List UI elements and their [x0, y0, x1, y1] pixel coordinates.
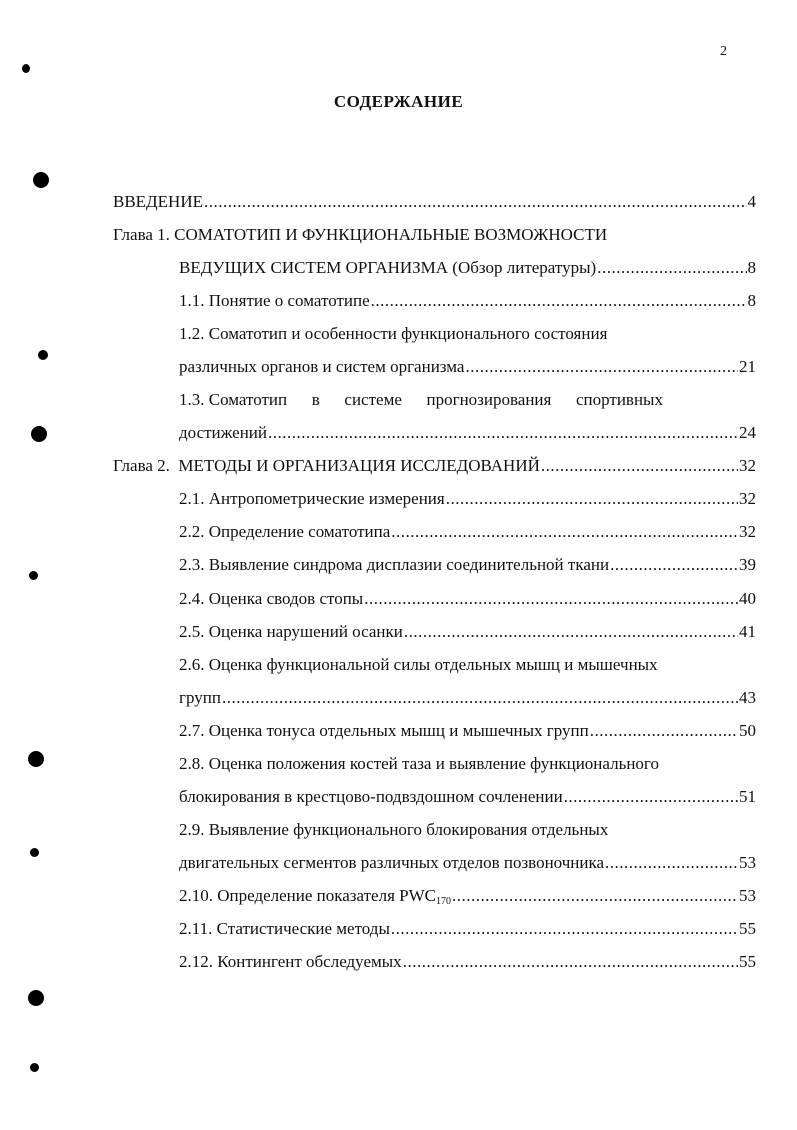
- toc-entry-2-7[interactable]: [179, 720, 756, 742]
- toc-page: 4: [747, 192, 756, 211]
- binder-hole: [30, 1063, 39, 1072]
- toc-leader: [204, 191, 747, 213]
- binder-hole: [30, 848, 39, 857]
- toc-label: 2.3. Выявление синдрома дисплазии соединительной ткани: [179, 555, 610, 574]
- toc-label: 2.4. Оценка сводов стопы: [179, 589, 364, 608]
- toc-page: 40: [739, 589, 756, 608]
- toc-entry-2-12[interactable]: [179, 951, 756, 973]
- toc-entry-2-11[interactable]: [179, 918, 756, 940]
- toc-page: 8: [747, 291, 756, 310]
- toc-page: 55: [739, 952, 756, 971]
- toc-leader: [605, 852, 738, 874]
- binder-hole: [22, 64, 30, 73]
- toc-page: 21: [739, 357, 756, 376]
- toc-leader: [446, 488, 738, 510]
- toc-page: 8: [747, 258, 756, 277]
- toc-label: ВЕДУЩИХ СИСТЕМ ОРГАНИЗМА (Обзор литературы): [179, 258, 597, 277]
- toc-leader: [391, 521, 738, 543]
- binder-hole: [28, 751, 44, 767]
- toc-page: 50: [739, 721, 756, 740]
- toc-leader: [364, 588, 738, 610]
- toc-entry-2-3[interactable]: [179, 554, 756, 576]
- toc-entry-chapter-1-line1[interactable]: Глава 1. СОМАТОТИП И ФУНКЦИОНАЛЬНЫЕ ВОЗМОЖНОСТИ: [113, 225, 608, 244]
- toc-entry-2-10[interactable]: [179, 885, 756, 907]
- toc-page: 53: [739, 853, 756, 872]
- toc-label: 2.11. Статистические методы: [179, 919, 390, 938]
- toc-entry-chapter-1[interactable]: [179, 257, 756, 279]
- toc-label: 2.2. Определение соматотипа: [179, 522, 391, 541]
- toc-entry-2-8-line1[interactable]: 2.8. Оценка положения костей таза и выявление функционального: [179, 754, 659, 773]
- binder-hole: [31, 426, 47, 442]
- toc-label: Глава 2. МЕТОДЫ И ОРГАНИЗАЦИЯ ИССЛЕДОВАНИЙ: [113, 456, 540, 475]
- toc-page: 32: [739, 456, 756, 475]
- toc-leader: [465, 356, 738, 378]
- toc-label: двигательных сегментов различных отделов позвоночника: [179, 853, 605, 872]
- toc-entry-2-2[interactable]: [179, 521, 756, 543]
- binder-hole: [28, 990, 44, 1006]
- toc-entry-2-9-line1[interactable]: 2.9. Выявление функционального блокирования отдельных: [179, 820, 609, 839]
- toc-leader: [222, 687, 738, 709]
- toc-leader: [597, 257, 746, 279]
- toc-page: 32: [739, 489, 756, 508]
- toc-page: 39: [739, 555, 756, 574]
- toc-page: 24: [739, 423, 756, 442]
- toc-entry-chapter-2[interactable]: [113, 455, 756, 477]
- toc-leader: [403, 951, 738, 973]
- toc-page: 43: [739, 688, 756, 707]
- page-number: 2: [720, 44, 727, 59]
- toc-entry-1-1[interactable]: [179, 290, 756, 312]
- toc-entry-2-4[interactable]: [179, 588, 756, 610]
- toc-entry-1-3[interactable]: [179, 422, 756, 444]
- page-title: СОДЕРЖАНИЕ: [333, 92, 464, 111]
- toc-entry-1-3-line1[interactable]: 1.3. Соматотип в системе прогнозирования спортивных: [179, 390, 663, 409]
- toc-leader: [590, 720, 738, 742]
- toc-page: 53: [739, 886, 756, 905]
- toc-entry-2-8[interactable]: [179, 786, 756, 808]
- toc-entry-1-2[interactable]: [179, 356, 756, 378]
- toc-leader: [564, 786, 738, 808]
- toc-leader: [452, 885, 738, 907]
- toc-page: 55: [739, 919, 756, 938]
- toc-label: 2.12. Контингент обследуемых: [179, 952, 402, 971]
- toc-entry-intro[interactable]: [113, 191, 756, 213]
- toc-label: групп: [179, 688, 221, 707]
- toc-page: 51: [739, 787, 756, 806]
- toc-entry-2-5[interactable]: [179, 621, 756, 643]
- toc-leader: [371, 290, 747, 312]
- toc-leader: [541, 455, 738, 477]
- toc-leader: [391, 918, 738, 940]
- toc-page: 32: [739, 522, 756, 541]
- toc-page: 41: [739, 622, 756, 641]
- toc-entry-2-6-line1[interactable]: 2.6. Оценка функциональной силы отдельных мышц и мышечных: [179, 655, 658, 674]
- toc-leader: [404, 621, 738, 643]
- toc-entry-2-1[interactable]: [179, 488, 756, 510]
- toc-entry-1-2-line1[interactable]: 1.2. Соматотип и особенности функционального состояния: [179, 324, 608, 343]
- subscript: 170: [436, 896, 451, 907]
- binder-hole: [29, 571, 38, 580]
- toc-label: 2.5. Оценка нарушений осанки: [179, 622, 403, 641]
- toc-label: блокирования в крестцово-подвздошном сочленении: [179, 787, 563, 806]
- toc-label: 2.10. Определение показателя $PWC_{170}$: [179, 886, 451, 907]
- toc-label: 2.1. Антропометрические измерения: [179, 489, 445, 508]
- toc-leader: [268, 422, 738, 444]
- binder-hole: [38, 350, 48, 360]
- toc-label: 1.1. Понятие о соматотипе: [179, 291, 370, 310]
- toc-entry-2-9[interactable]: [179, 852, 756, 874]
- toc-entry-2-6[interactable]: [179, 687, 756, 709]
- toc-leader: [610, 554, 738, 576]
- toc-label: различных органов и систем организма: [179, 357, 465, 376]
- binder-hole: [33, 172, 49, 188]
- toc-label: достижений: [179, 423, 268, 442]
- toc-label: ВВЕДЕНИЕ: [113, 192, 203, 211]
- toc-label: 2.7. Оценка тонуса отдельных мышц и мышечных групп: [179, 721, 589, 740]
